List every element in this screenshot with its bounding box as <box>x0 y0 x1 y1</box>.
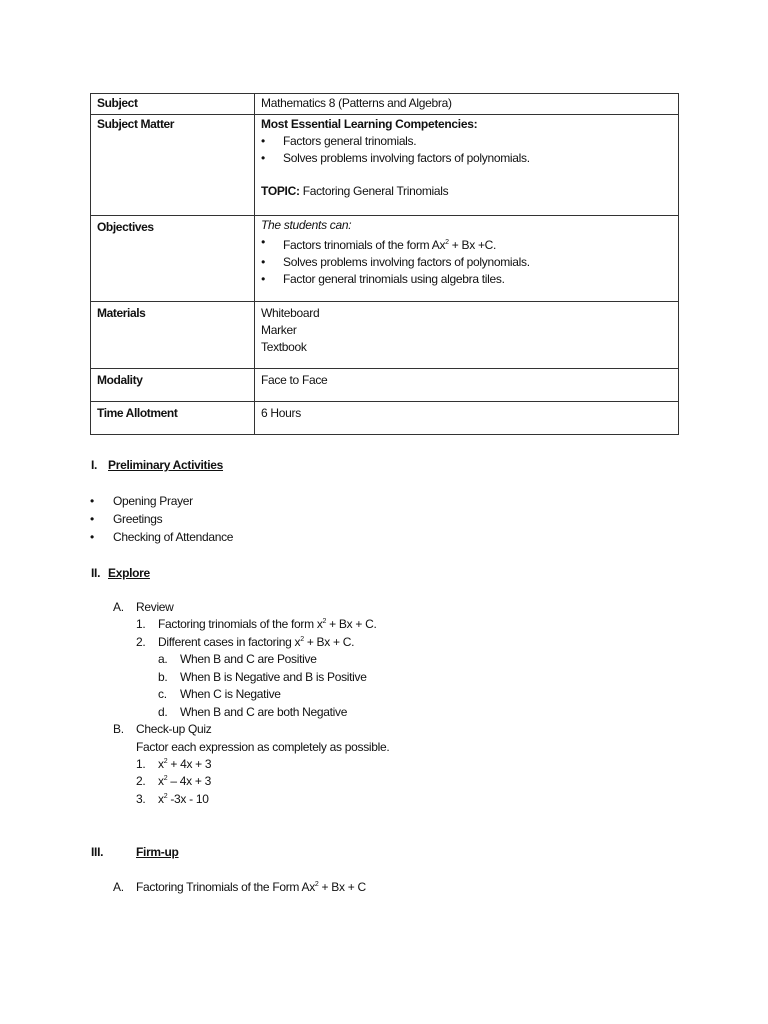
quiz-item-text: x <box>158 774 164 788</box>
objective-text: Factors trinomials of the form Ax <box>283 238 446 252</box>
topic-line <box>261 183 672 200</box>
exponent: 2 <box>163 793 168 800</box>
section-heading-firm-up <box>91 845 179 859</box>
melc-item: • Factors general trinomials. <box>283 133 672 150</box>
exponent: 2 <box>314 881 319 888</box>
materials-label: Materials <box>91 302 255 369</box>
section-title: Preliminary Activities <box>108 458 224 472</box>
review-item-text-end: + Bx + C. <box>326 617 377 631</box>
melc-heading: Most Essential Learning Competencies: <box>261 117 478 131</box>
section-heading-explore <box>91 566 150 580</box>
bullet-icon: • <box>90 530 95 544</box>
subject-value: Mathematics 8 (Patterns and Algebra) <box>255 94 679 115</box>
objectives-cell <box>255 216 679 302</box>
quiz-item <box>158 792 209 806</box>
quiz-item-text: x <box>158 757 164 771</box>
exponent: 2 <box>163 775 168 782</box>
modality-value: Face to Face <box>255 369 679 402</box>
review-item-text: Different cases in factoring x <box>158 635 301 649</box>
quiz-title: Check-up Quiz <box>136 722 212 736</box>
case-letter: d. <box>158 705 168 719</box>
modality-label: Modality <box>91 369 255 402</box>
topic-label: TOPIC: <box>261 184 300 198</box>
section-title: Explore <box>108 566 150 580</box>
objective-text-end: + Bx +C. <box>448 238 497 252</box>
review-title: Review <box>136 600 174 614</box>
review-item <box>158 617 376 631</box>
material-item: Whiteboard <box>261 306 320 320</box>
quiz-letter: B. <box>113 722 124 736</box>
subject-matter-label: Subject Matter <box>91 115 255 216</box>
case-text: When B and C are Positive <box>180 652 317 666</box>
section-number: II. <box>91 566 101 580</box>
review-letter: A. <box>113 600 124 614</box>
firm-up-text: Factoring Trinomials of the Form Ax <box>136 880 315 894</box>
firm-up-letter: A. <box>113 880 124 894</box>
exponent: 2 <box>163 758 168 765</box>
review-item-number: 2. <box>136 635 146 649</box>
preliminary-item: Greetings <box>113 512 163 526</box>
firm-up-text-end: + Bx + C <box>318 880 366 894</box>
firm-up-item <box>136 880 366 894</box>
case-text: When B is Negative and B is Positive <box>180 670 367 684</box>
section-heading-preliminary <box>91 458 223 472</box>
quiz-item-number: 1. <box>136 757 146 771</box>
preliminary-item: Opening Prayer <box>113 494 193 508</box>
lesson-plan-table <box>90 93 679 435</box>
quiz-instruction: Factor each expression as completely as possible. <box>136 740 390 754</box>
section-title: Firm-up <box>136 845 179 859</box>
quiz-item-number: 3. <box>136 792 146 806</box>
review-item-number: 1. <box>136 617 146 631</box>
quiz-item-text: x <box>158 792 164 806</box>
subject-label: Subject <box>91 94 255 115</box>
quiz-item-text-end: -3x - 10 <box>167 792 209 806</box>
quiz-item-number: 2. <box>136 774 146 788</box>
review-item <box>158 635 354 649</box>
exponent: 2 <box>300 636 304 643</box>
melc-item: • Solves problems involving factors of polynomials. <box>283 150 672 167</box>
melc-list <box>261 133 672 167</box>
objective-item <box>283 234 672 254</box>
objective-item: • Factor general trinomials using algebra tiles. <box>283 271 672 288</box>
quiz-item-text-end: – 4x + 3 <box>167 774 211 788</box>
quiz-item <box>158 757 211 771</box>
case-letter: c. <box>158 687 167 701</box>
preliminary-item: Checking of Attendance <box>113 530 234 544</box>
objectives-intro: The students can: <box>261 218 352 232</box>
review-item-text-end: + Bx + C. <box>303 635 355 649</box>
bullet-icon: • <box>90 494 95 508</box>
review-item-text: Factoring trinomials of the form x <box>158 617 323 631</box>
materials-cell <box>255 302 679 369</box>
bullet-icon: • <box>90 512 95 526</box>
time-allotment-label: Time Allotment <box>91 402 255 435</box>
case-letter: b. <box>158 670 168 684</box>
objectives-list <box>261 234 672 288</box>
exponent: 2 <box>322 618 327 625</box>
case-text: When B and C are both Negative <box>180 705 348 719</box>
case-text: When C is Negative <box>180 687 281 701</box>
material-item: Textbook <box>261 340 307 354</box>
time-allotment-value: 6 Hours <box>255 402 679 435</box>
section-number: III. <box>91 845 104 859</box>
quiz-item <box>158 774 211 788</box>
quiz-item-text-end: + 4x + 3 <box>167 757 212 771</box>
topic-value: Factoring General Trinomials <box>302 184 449 198</box>
case-letter: a. <box>158 652 168 666</box>
objectives-label: Objectives <box>91 216 255 302</box>
exponent: 2 <box>445 239 449 246</box>
material-item: Marker <box>261 323 297 337</box>
section-number: I. <box>91 458 98 472</box>
objective-item: • Solves problems involving factors of polynomials. <box>283 254 672 271</box>
subject-matter-cell <box>255 115 679 216</box>
